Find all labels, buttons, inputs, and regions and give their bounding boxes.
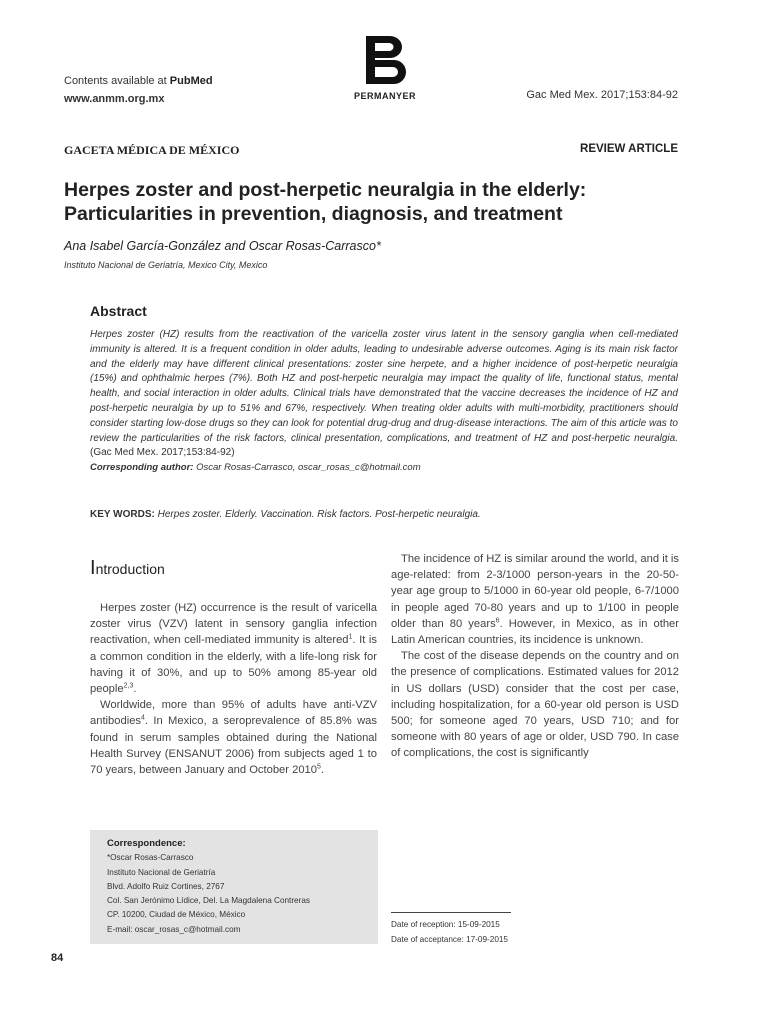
- correspondence-line: Blvd. Adolfo Ruiz Cortines, 2767: [107, 881, 225, 891]
- abstract-text: [90, 328, 678, 461]
- corresponding-label: Corresponding author:: [90, 462, 194, 474]
- abstract-citation: (Gac Med Mex. 2017;153:84-92): [90, 447, 235, 459]
- abstract-section: [90, 303, 678, 473]
- correspondence-title: Correspondence:: [107, 838, 186, 849]
- citation-ref: 6: [495, 617, 500, 625]
- body-column-right: [391, 551, 679, 762]
- paragraph: The cost of the disease depends on the country and on the presence of complications. Estimated values for 2012 in US dollars (USD) consider that the cost per case, including hospitalization, for a 60-year old person is USD 500; for someone aged 70 years, USD 710; and for someone with 80 years of age or older, USD 790. In case of complications, the cost is significantly: [391, 650, 679, 760]
- section-heading-introduction: [90, 557, 165, 580]
- citation-ref: 2,3: [123, 682, 134, 690]
- citation-ref: 5: [317, 763, 321, 771]
- body-column-left: [90, 600, 377, 778]
- keywords-label: KEY WORDS:: [90, 509, 155, 520]
- abstract-body: Herpes zoster (HZ) results from the reactivation of the varicella zoster virus latent in the sensory ganglia when cell-mediated immunity is altered. It is a frequent condition in older adults, leading to undesirable adverse outcomes. Aging is its main risk factor and the elderly may have different clinical presentations: zoster sine herpete, and a higher incidence of post-herpetic neuralgia (15%) and ophthalmic herpes (7%). Both HZ and post-herpetic neuralgia may impact the quality of life, functional status, mental health, and social interaction in older adults. Clinical trials have demonstrated that the vaccine decreases the incidence of HZ and post-herpetic neuralgia by up to 51% and 67%, respectively. When treating older adults with multi-morbidity, practitioners should consider starting low-dose drugs so they can look for potential drug-drug and drug-disease interactions. The aim of this article was to review the particularities of the risk factors, clinical presentation, complications, and treatment of HZ and post-herpetic neuralgia.: [90, 329, 678, 444]
- header-source: [64, 72, 213, 108]
- correspondence-email[interactable]: E-mail: oscar_rosas_c@hotmail.com: [107, 924, 241, 934]
- correspondence-line: *Oscar Rosas-Carrasco: [107, 853, 194, 863]
- correspondence-line: Instituto Nacional de Geriatría: [107, 867, 216, 877]
- article-title: [64, 178, 704, 226]
- affiliation: Instituto Nacional de Geriatría, Mexico City, Mexico: [64, 260, 268, 270]
- date-acceptance: Date of acceptance: 17-09-2015: [391, 935, 508, 944]
- authors: Ana Isabel García-González and Oscar Rosas-Carrasco*: [64, 239, 381, 253]
- journal-name: GACETA MÉDICA DE MÉXICO: [64, 143, 240, 157]
- keywords: [90, 509, 678, 520]
- corresponding-value[interactable]: Oscar Rosas-Carrasco, oscar_rosas_c@hotmail.com: [193, 462, 421, 474]
- date-reception: Date of reception: 15-09-2015: [391, 920, 500, 929]
- website-link[interactable]: www.anmm.org.mx: [64, 93, 165, 105]
- correspondence-line: Col. San Jerónimo Lídice, Del. La Magdalena Contreras: [107, 896, 310, 906]
- article-type: REVIEW ARTICLE: [580, 143, 678, 155]
- publisher-name: PERMANYER: [354, 91, 417, 101]
- paragraph: The incidence of HZ is similar around the world, and it is age-related: from 2-3/1000 person-years in the 20-50-year age group to 5/1000 in 60-year old people, 6-7/1000 in people aged 70-80 years and up to 1/100 in people older than 80 years$^6$. However, in Mexico, as in other Latin American countries, its incidence is unknown.: [391, 553, 680, 647]
- citation-ref: 4: [141, 714, 145, 722]
- paragraph: Herpes zoster (HZ) occurrence is the result of varicella zoster virus (VZV) latent in sensory ganglia infection reactivation, when cell-mediated immunity is altered$^1$. It is a common condition in the elderly, with a life-long risk for having it of 30%, and up to 50% among 85-year old people$^{2,3}$.: [90, 602, 377, 696]
- citation-ref: 1: [348, 633, 353, 641]
- title-line-2: Particularities in prevention, diagnosis, and treatment: [64, 203, 563, 225]
- journal-citation: Gac Med Mex. 2017;153:84-92: [526, 89, 678, 101]
- dates-divider: [391, 912, 511, 913]
- paragraph: Worldwide, more than 95% of adults have anti-VZV antibodies$^4$. In Mexico, a seroprevalence of 85.8% was found in serum samples obtained during the National Health Survey (ENSANUT 2006) from subjects aged 1 to 70 years, between January and October 2010$^5$.: [90, 699, 377, 777]
- heading-rest: ntroduction: [95, 561, 165, 577]
- page-number: 84: [51, 952, 64, 964]
- article-dates: [391, 917, 508, 947]
- abstract-heading: Abstract: [90, 303, 147, 319]
- permanyer-logo-icon: [366, 36, 406, 84]
- corresponding-author: [90, 462, 678, 473]
- keywords-value: Herpes zoster. Elderly. Vaccination. Risk factors. Post-herpetic neuralgia.: [154, 509, 481, 520]
- heading-initial: I: [90, 557, 96, 579]
- contents-prefix: Contents available at: [64, 75, 170, 87]
- pubmed-link[interactable]: PubMed: [169, 75, 213, 87]
- title-line-1: Herpes zoster and post-herpetic neuralgia in the elderly:: [64, 179, 587, 201]
- correspondence-line: CP. 10200, Ciudad de México, México: [107, 910, 246, 920]
- correspondence-box: [90, 830, 378, 944]
